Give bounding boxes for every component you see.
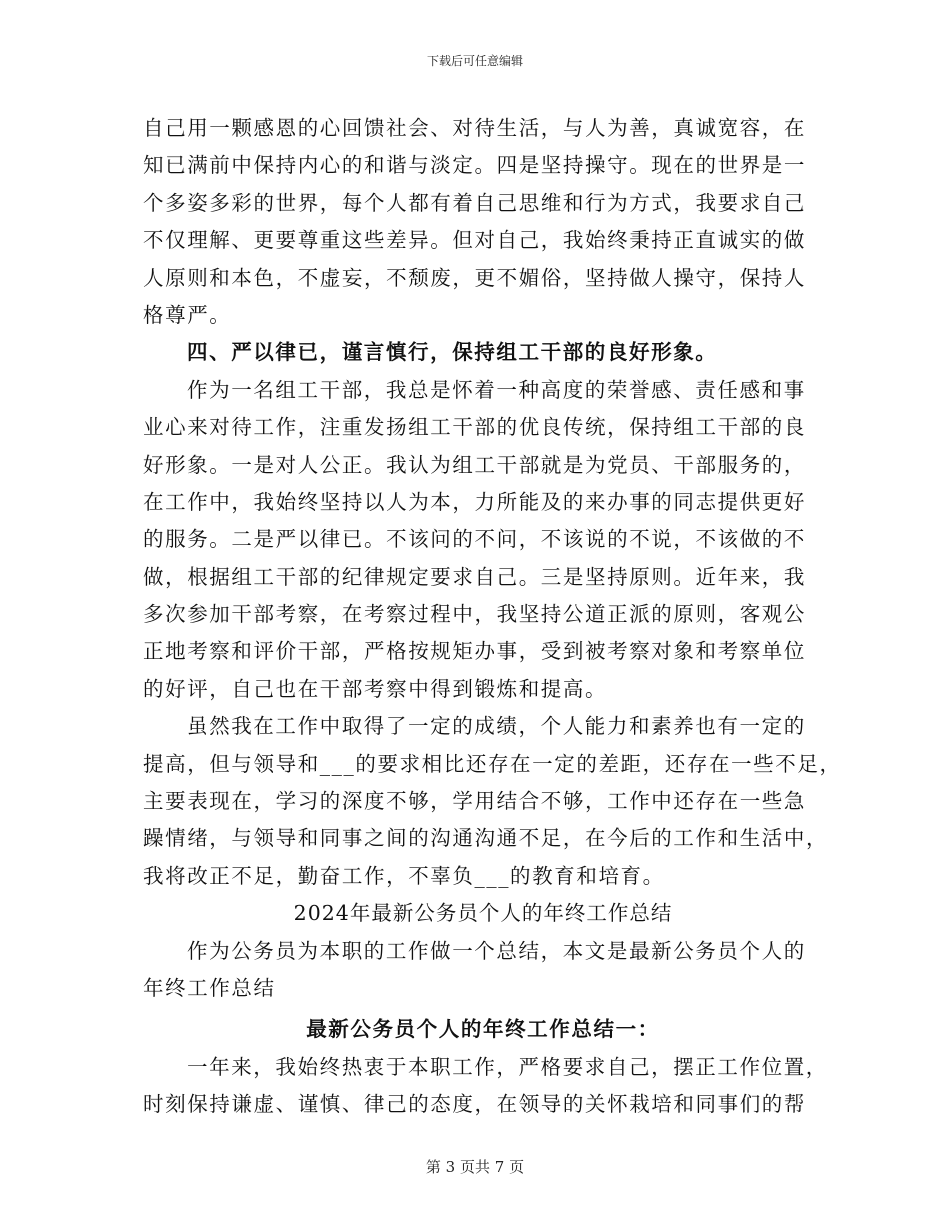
- paragraph-line: 时刻保持谦虚、谨慎、律己的态度，在领导的关怀栽培和同事们的帮: [143, 1092, 806, 1117]
- paragraph-line: 的好评，自己也在干部考察中得到锻炼和提高。: [143, 676, 608, 701]
- paragraph-line: 一年来，我始终热衷于本职工作，严格要求自己，摆正工作位置，: [187, 1054, 828, 1079]
- paragraph-line: 知已满前中保持内心的和谐与淡定。四是坚持操守。现在的世界是一: [143, 153, 806, 178]
- paragraph-line: 作为公务员为本职的工作做一个总结，本文是最新公务员个人的: [187, 938, 806, 963]
- paragraph-line: 在工作中，我始终坚持以人为本，力所能及的来办事的同志提供更好: [143, 489, 806, 514]
- page-footer: 第 3 页共 7 页: [425, 1158, 525, 1176]
- page-header: 下载后可任意编辑: [426, 54, 523, 68]
- paragraph-line: 好形象。一是对人公正。我认为组工干部就是为党员、干部服务的，: [143, 452, 806, 477]
- paragraph-line: 自己用一颗感恩的心回馈社会、对待生活，与人为善，真诚宽容，在: [143, 116, 806, 140]
- document-body: [143, 110, 842, 1124]
- paragraph-line: 格尊严。: [143, 302, 232, 327]
- paragraph-line: 正地考察和评价干部，严格按规矩办事，受到被考察对象和考察单位: [143, 639, 806, 664]
- paragraph-line: 提高，但与领导和___的要求相比还存在一定的差距，还存在一些不足，: [143, 751, 842, 776]
- paragraph-line: 年终工作总结: [143, 975, 276, 1000]
- paragraph-line: 不仅理解、更要尊重这些差异。但对自己，我始终秉持正直诚实的做: [143, 228, 806, 253]
- paragraph-line: 做，根据组工干部的纪律规定要求自己。三是坚持原则。近年来，我: [143, 564, 806, 589]
- subsection-heading: 最新公务员个人的年终工作总结一：: [306, 1017, 660, 1042]
- paragraph-line: 多次参加干部考察，在考察过程中，我坚持公道正派的原则，客观公: [143, 602, 806, 627]
- paragraph-line: 业心来对待工作，注重发扬组工干部的优良传统，保持组工干部的良: [143, 415, 806, 440]
- section-heading: 四、严以律已，谨言慎行，保持组工干部的良好形象。: [187, 340, 718, 365]
- paragraph-line: 人原则和本色，不虚妄，不颓废，更不媚俗，坚持做人操守，保持人: [143, 265, 806, 290]
- paragraph-line: 作为一名组工干部，我总是怀着一种高度的荣誉感、责任感和事: [187, 377, 806, 402]
- document-title: 2024年最新公务员个人的年终工作总结: [293, 901, 673, 926]
- paragraph-line: 躁情绪，与领导和同事之间的沟通沟通不足，在今后的工作和生活中，: [143, 826, 829, 851]
- paragraph-line: 我将改正不足，勤奋工作，不辜负___的教育和培育。: [143, 863, 665, 888]
- paragraph-line: 的服务。二是严以律已。不该问的不问，不该说的不说，不该做的不: [143, 527, 806, 552]
- paragraph-line: 个多姿多彩的世界，每个人都有着自己思维和行为方式，我要求自己: [143, 190, 806, 215]
- paragraph-line: 主要表现在，学习的深度不够，学用结合不够，工作中还存在一些急: [143, 789, 806, 814]
- paragraph-line: 虽然我在工作中取得了一定的成绩，个人能力和素养也有一定的: [187, 714, 806, 739]
